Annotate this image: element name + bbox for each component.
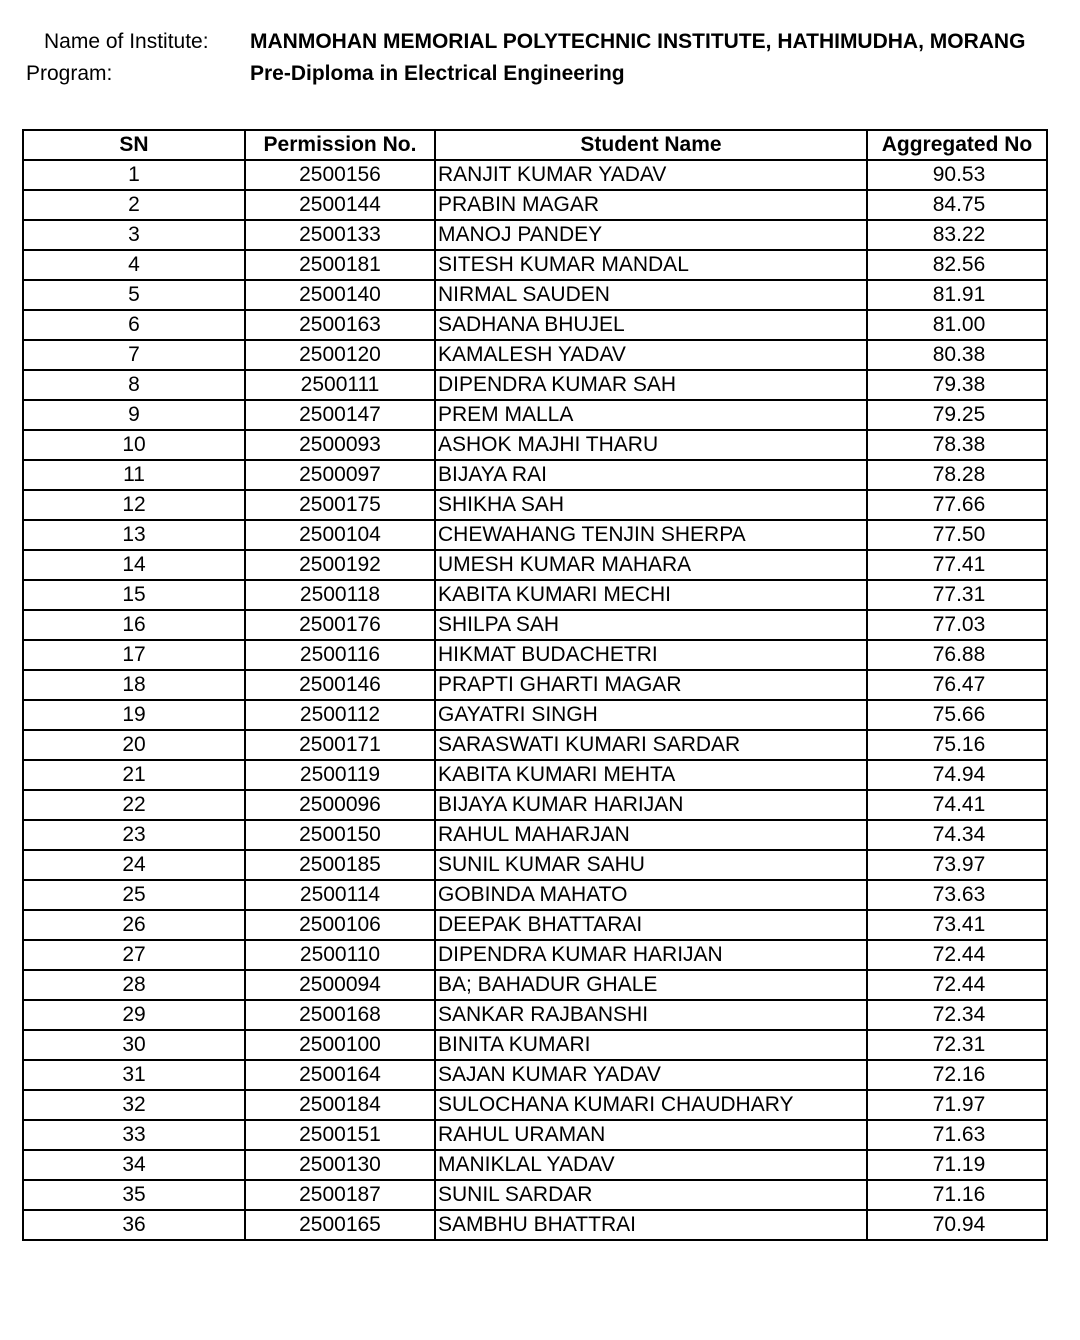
table-row (23, 250, 1047, 280)
cell-aggregated-no: 72.34 (867, 1000, 1047, 1030)
cell-sn: 5 (23, 280, 245, 310)
column-header-permission-no: Permission No. (245, 130, 435, 160)
cell-sn: 35 (23, 1180, 245, 1210)
cell-permission-no: 2500171 (245, 730, 435, 760)
cell-sn: 2 (23, 190, 245, 220)
column-header-aggregated-no: Aggregated No (867, 130, 1047, 160)
table-row (23, 910, 1047, 940)
cell-permission-no: 2500192 (245, 550, 435, 580)
cell-student-name: SUNIL SARDAR (435, 1180, 867, 1210)
cell-sn: 15 (23, 580, 245, 610)
cell-sn: 30 (23, 1030, 245, 1060)
cell-aggregated-no: 72.44 (867, 940, 1047, 970)
table-row (23, 670, 1047, 700)
cell-permission-no: 2500181 (245, 250, 435, 280)
cell-student-name: BIJAYA RAI (435, 460, 867, 490)
table-row (23, 820, 1047, 850)
table-row (23, 160, 1047, 190)
cell-sn: 36 (23, 1210, 245, 1240)
cell-permission-no: 2500120 (245, 340, 435, 370)
cell-student-name: SHILPA SAH (435, 610, 867, 640)
table-row (23, 850, 1047, 880)
table-row (23, 640, 1047, 670)
cell-sn: 20 (23, 730, 245, 760)
cell-sn: 3 (23, 220, 245, 250)
cell-permission-no: 2500147 (245, 400, 435, 430)
cell-aggregated-no: 74.34 (867, 820, 1047, 850)
column-header-student-name: Student Name (435, 130, 867, 160)
cell-aggregated-no: 77.50 (867, 520, 1047, 550)
cell-sn: 25 (23, 880, 245, 910)
table-row (23, 310, 1047, 340)
cell-student-name: ASHOK MAJHI THARU (435, 430, 867, 460)
cell-sn: 14 (23, 550, 245, 580)
cell-student-name: KAMALESH YADAV (435, 340, 867, 370)
table-body (23, 160, 1047, 1240)
cell-aggregated-no: 83.22 (867, 220, 1047, 250)
table-row (23, 1150, 1047, 1180)
cell-permission-no: 2500187 (245, 1180, 435, 1210)
cell-aggregated-no: 81.91 (867, 280, 1047, 310)
cell-sn: 26 (23, 910, 245, 940)
table-row (23, 460, 1047, 490)
cell-permission-no: 2500175 (245, 490, 435, 520)
cell-aggregated-no: 71.63 (867, 1120, 1047, 1150)
cell-permission-no: 2500140 (245, 280, 435, 310)
cell-permission-no: 2500110 (245, 940, 435, 970)
institute-label: Name of Institute: (44, 30, 209, 53)
cell-permission-no: 2500146 (245, 670, 435, 700)
cell-aggregated-no: 81.00 (867, 310, 1047, 340)
table-header (23, 130, 1047, 160)
cell-student-name: SITESH KUMAR MANDAL (435, 250, 867, 280)
cell-aggregated-no: 72.31 (867, 1030, 1047, 1060)
header-row (23, 130, 1047, 160)
cell-aggregated-no: 71.16 (867, 1180, 1047, 1210)
cell-student-name: SHIKHA SAH (435, 490, 867, 520)
cell-student-name: DEEPAK BHATTARAI (435, 910, 867, 940)
cell-aggregated-no: 84.75 (867, 190, 1047, 220)
cell-aggregated-no: 80.38 (867, 340, 1047, 370)
cell-sn: 7 (23, 340, 245, 370)
program-label: Program: (26, 62, 113, 85)
cell-aggregated-no: 76.47 (867, 670, 1047, 700)
cell-aggregated-no: 70.94 (867, 1210, 1047, 1240)
cell-student-name: MANIKLAL YADAV (435, 1150, 867, 1180)
cell-aggregated-no: 75.16 (867, 730, 1047, 760)
cell-sn: 16 (23, 610, 245, 640)
cell-student-name: CHEWAHANG TENJIN SHERPA (435, 520, 867, 550)
cell-permission-no: 2500185 (245, 850, 435, 880)
institute-name: MANMOHAN MEMORIAL POLYTECHNIC INSTITUTE, HATHIMUDHA, MORANG (250, 30, 1026, 53)
cell-permission-no: 2500118 (245, 580, 435, 610)
cell-aggregated-no: 73.97 (867, 850, 1047, 880)
table-row (23, 430, 1047, 460)
cell-aggregated-no: 90.53 (867, 160, 1047, 190)
cell-aggregated-no: 77.31 (867, 580, 1047, 610)
table-row (23, 220, 1047, 250)
program-row (0, 58, 1080, 90)
table-row (23, 1030, 1047, 1060)
cell-permission-no: 2500130 (245, 1150, 435, 1180)
cell-sn: 27 (23, 940, 245, 970)
cell-sn: 11 (23, 460, 245, 490)
program-name: Pre-Diploma in Electrical Engineering (250, 62, 625, 85)
table-row (23, 1120, 1047, 1150)
table-row (23, 1000, 1047, 1030)
cell-student-name: MANOJ PANDEY (435, 220, 867, 250)
cell-permission-no: 2500104 (245, 520, 435, 550)
cell-permission-no: 2500163 (245, 310, 435, 340)
table-row (23, 790, 1047, 820)
cell-student-name: KABITA KUMARI MEHTA (435, 760, 867, 790)
table-row (23, 190, 1047, 220)
institute-row (0, 26, 1080, 58)
cell-student-name: DIPENDRA KUMAR HARIJAN (435, 940, 867, 970)
cell-aggregated-no: 78.38 (867, 430, 1047, 460)
cell-sn: 22 (23, 790, 245, 820)
cell-sn: 31 (23, 1060, 245, 1090)
cell-aggregated-no: 76.88 (867, 640, 1047, 670)
cell-permission-no: 2500100 (245, 1030, 435, 1060)
cell-aggregated-no: 78.28 (867, 460, 1047, 490)
cell-student-name: RAHUL MAHARJAN (435, 820, 867, 850)
cell-student-name: PRABIN MAGAR (435, 190, 867, 220)
cell-aggregated-no: 75.66 (867, 700, 1047, 730)
cell-student-name: SANKAR RAJBANSHI (435, 1000, 867, 1030)
cell-permission-no: 2500156 (245, 160, 435, 190)
table-row (23, 970, 1047, 1000)
table-row (23, 880, 1047, 910)
cell-aggregated-no: 79.38 (867, 370, 1047, 400)
cell-sn: 1 (23, 160, 245, 190)
cell-sn: 24 (23, 850, 245, 880)
cell-aggregated-no: 71.19 (867, 1150, 1047, 1180)
cell-sn: 6 (23, 310, 245, 340)
cell-student-name: GOBINDA MAHATO (435, 880, 867, 910)
cell-sn: 9 (23, 400, 245, 430)
cell-permission-no: 2500164 (245, 1060, 435, 1090)
cell-student-name: BINITA KUMARI (435, 1030, 867, 1060)
table-row (23, 730, 1047, 760)
cell-student-name: PREM MALLA (435, 400, 867, 430)
cell-sn: 4 (23, 250, 245, 280)
cell-student-name: RANJIT KUMAR YADAV (435, 160, 867, 190)
cell-sn: 19 (23, 700, 245, 730)
table-row (23, 940, 1047, 970)
table-row (23, 1090, 1047, 1120)
cell-aggregated-no: 72.44 (867, 970, 1047, 1000)
cell-permission-no: 2500176 (245, 610, 435, 640)
cell-permission-no: 2500116 (245, 640, 435, 670)
cell-student-name: KABITA KUMARI MECHI (435, 580, 867, 610)
table-row (23, 760, 1047, 790)
cell-aggregated-no: 77.66 (867, 490, 1047, 520)
cell-student-name: SULOCHANA KUMARI CHAUDHARY (435, 1090, 867, 1120)
table-row (23, 370, 1047, 400)
cell-aggregated-no: 82.56 (867, 250, 1047, 280)
cell-student-name: SAJAN KUMAR YADAV (435, 1060, 867, 1090)
cell-student-name: DIPENDRA KUMAR SAH (435, 370, 867, 400)
cell-permission-no: 2500144 (245, 190, 435, 220)
cell-permission-no: 2500165 (245, 1210, 435, 1240)
cell-aggregated-no: 73.63 (867, 880, 1047, 910)
cell-student-name: SADHANA BHUJEL (435, 310, 867, 340)
cell-aggregated-no: 77.03 (867, 610, 1047, 640)
cell-permission-no: 2500184 (245, 1090, 435, 1120)
cell-permission-no: 2500093 (245, 430, 435, 460)
cell-permission-no: 2500151 (245, 1120, 435, 1150)
cell-sn: 34 (23, 1150, 245, 1180)
cell-student-name: GAYATRI SINGH (435, 700, 867, 730)
table-row (23, 490, 1047, 520)
cell-permission-no: 2500097 (245, 460, 435, 490)
results-table (22, 129, 1048, 1241)
table-row (23, 1210, 1047, 1240)
cell-sn: 12 (23, 490, 245, 520)
column-header-sn: SN (23, 130, 245, 160)
cell-student-name: UMESH KUMAR MAHARA (435, 550, 867, 580)
cell-sn: 21 (23, 760, 245, 790)
cell-permission-no: 2500096 (245, 790, 435, 820)
cell-student-name: RAHUL URAMAN (435, 1120, 867, 1150)
cell-aggregated-no: 72.16 (867, 1060, 1047, 1090)
table-row (23, 520, 1047, 550)
cell-student-name: HIKMAT BUDACHETRI (435, 640, 867, 670)
cell-student-name: BA; BAHADUR GHALE (435, 970, 867, 1000)
cell-permission-no: 2500168 (245, 1000, 435, 1030)
cell-aggregated-no: 74.41 (867, 790, 1047, 820)
cell-sn: 8 (23, 370, 245, 400)
cell-permission-no: 2500114 (245, 880, 435, 910)
cell-aggregated-no: 71.97 (867, 1090, 1047, 1120)
cell-sn: 33 (23, 1120, 245, 1150)
cell-sn: 28 (23, 970, 245, 1000)
cell-permission-no: 2500112 (245, 700, 435, 730)
cell-student-name: SARASWATI KUMARI SARDAR (435, 730, 867, 760)
cell-permission-no: 2500150 (245, 820, 435, 850)
cell-sn: 13 (23, 520, 245, 550)
cell-student-name: SAMBHU BHATTRAI (435, 1210, 867, 1240)
table-row (23, 280, 1047, 310)
cell-aggregated-no: 73.41 (867, 910, 1047, 940)
cell-aggregated-no: 74.94 (867, 760, 1047, 790)
table-row (23, 340, 1047, 370)
cell-permission-no: 2500094 (245, 970, 435, 1000)
cell-sn: 10 (23, 430, 245, 460)
table-row (23, 610, 1047, 640)
cell-student-name: SUNIL KUMAR SAHU (435, 850, 867, 880)
cell-permission-no: 2500119 (245, 760, 435, 790)
cell-permission-no: 2500133 (245, 220, 435, 250)
table-row (23, 1180, 1047, 1210)
table-row (23, 580, 1047, 610)
cell-aggregated-no: 77.41 (867, 550, 1047, 580)
cell-student-name: NIRMAL SAUDEN (435, 280, 867, 310)
cell-student-name: PRAPTI GHARTI MAGAR (435, 670, 867, 700)
table-row (23, 1060, 1047, 1090)
cell-sn: 17 (23, 640, 245, 670)
table-row (23, 550, 1047, 580)
cell-permission-no: 2500111 (245, 370, 435, 400)
table-row (23, 400, 1047, 430)
table-row (23, 700, 1047, 730)
cell-sn: 18 (23, 670, 245, 700)
cell-sn: 32 (23, 1090, 245, 1120)
cell-aggregated-no: 79.25 (867, 400, 1047, 430)
cell-student-name: BIJAYA KUMAR HARIJAN (435, 790, 867, 820)
cell-sn: 29 (23, 1000, 245, 1030)
cell-permission-no: 2500106 (245, 910, 435, 940)
cell-sn: 23 (23, 820, 245, 850)
